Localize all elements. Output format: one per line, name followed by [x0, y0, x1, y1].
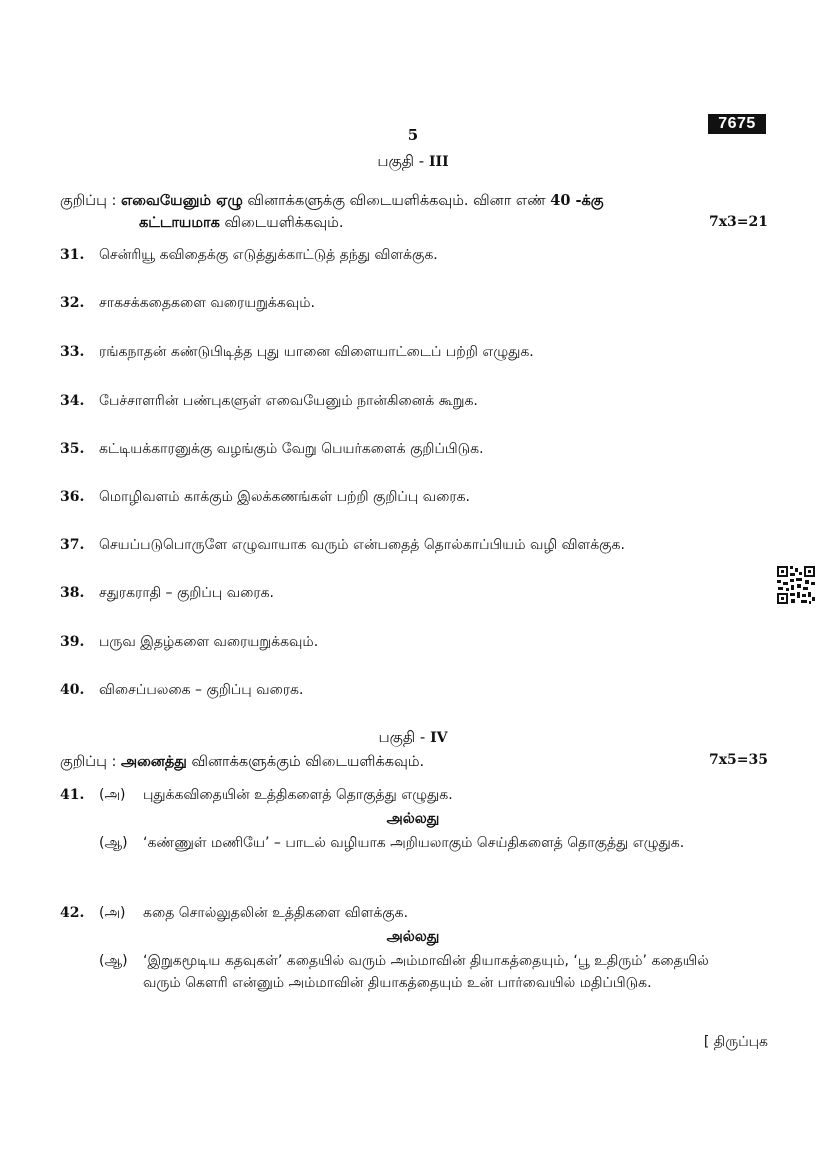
turn-over-note: [ திருப்புக: [703, 1034, 768, 1050]
question-number: 36.: [60, 489, 85, 505]
question-number: 34.: [60, 393, 85, 409]
part-3-note-line2: [60, 212, 768, 234]
or-divider: அல்லது: [386, 811, 440, 827]
note-label: குறிப்பு :: [60, 754, 121, 770]
option-text: கதை சொல்லுதலின் உத்திகளை விளக்குக.: [143, 905, 409, 921]
question-number: 42.: [60, 905, 85, 921]
question-number: 37.: [60, 537, 85, 553]
qr-code-icon: [776, 565, 816, 605]
question-text: மொழிவளம் காக்கும் இலக்கணங்கள் பற்றி குறிப்பு வரைக.: [99, 489, 470, 505]
option-label: (ஆ): [99, 953, 128, 969]
note-bold: அனைத்து: [120, 754, 187, 770]
part-3-note-line1: [60, 190, 768, 212]
question-number: 32.: [60, 295, 85, 311]
question-text: செயப்படுபொருளே எழுவாயாக வரும் என்பதைத் தொல்காப்பியம் வழி விளக்குக.: [99, 537, 625, 553]
note-bold-2: 40 -க்கு: [550, 192, 604, 209]
paper-code-badge: 7675: [708, 114, 766, 134]
question-41: [60, 784, 768, 884]
note-text: வினாக்களுக்கும் விடையளிக்கவும்.: [186, 754, 425, 770]
page-number: 5: [407, 126, 419, 144]
note-label: குறிப்பு :: [60, 193, 121, 209]
question-text: சாகசக்கதைகளை வரையறுக்கவும்.: [99, 295, 315, 311]
part-3-title: [0, 152, 826, 172]
part-4-title: [0, 728, 826, 748]
part-3-title-prefix: பகுதி -: [377, 152, 429, 170]
part-4-title-roman: IV: [430, 730, 448, 746]
question-number: 33.: [60, 344, 85, 360]
part-4-note: [60, 751, 768, 773]
question-number: 40.: [60, 682, 85, 698]
or-divider: அல்லது: [386, 929, 440, 945]
part-4-marks: 7x5=35: [708, 752, 768, 768]
part-3-title-roman: III: [429, 154, 449, 170]
question-41-a: [99, 784, 728, 806]
question-42-a: [99, 902, 728, 924]
question-text: பேச்சாளரின் பண்புகளுள் எவையேனும் நான்கினைக் கூறுக.: [99, 393, 478, 409]
option-label: (அ): [99, 787, 126, 803]
part-4-title-prefix: பகுதி -: [378, 728, 431, 746]
question-number: 41.: [60, 787, 85, 803]
question-42: [60, 902, 768, 1022]
option-text: ‘கண்ணுள் மணியே’ – பாடல் வழியாக அறியலாகும் செய்திகளைத் தொகுத்து எழுதுக.: [143, 835, 685, 851]
note-text-2: விடையளிக்கவும்.: [219, 215, 344, 231]
option-text: புதுக்கவிதையின் உத்திகளைத் தொகுத்து எழுதுக.: [143, 787, 453, 803]
question-text: கட்டியக்காரனுக்கு வழங்கும் வேறு பெயர்களைக் குறிப்பிடுக.: [99, 441, 484, 457]
question-text: சென்ரியூ கவிதைக்கு எடுத்துக்காட்டுத் தந்து விளக்குக.: [99, 247, 438, 263]
question-number: 39.: [60, 634, 85, 650]
part-3-note: [60, 190, 768, 234]
note-bold-1: எவையேனும் ஏழு: [120, 193, 243, 209]
question-text: பருவ இதழ்களை வரையறுக்கவும்.: [99, 634, 319, 650]
part-3-marks: 7x3=21: [708, 214, 768, 230]
question-41-b: [99, 832, 728, 854]
option-label: (ஆ): [99, 835, 128, 851]
option-label: (அ): [99, 905, 126, 921]
question-text: ரங்கநாதன் கண்டுபிடித்த புது யானை விளையாட்டைப் பற்றி எழுதுக.: [99, 344, 534, 360]
question-number: 31.: [60, 247, 85, 263]
question-text: விசைப்பலகை – குறிப்பு வரைக.: [99, 682, 304, 698]
note-bold-3: கட்டாயமாக: [139, 215, 220, 231]
question-number: 38.: [60, 585, 85, 601]
question-42-b: [99, 950, 728, 994]
note-text-1: வினாக்களுக்கு விடையளிக்கவும். வினா எண்: [242, 193, 551, 209]
question-number: 35.: [60, 441, 85, 457]
option-text: ‘இறுகமூடிய கதவுகள்’ கதையில் வரும் அம்மாவின் தியாகத்தையும், ‘பூ உதிரும்’ கதையில் வரும் கௌரி என்னும் அம்மாவின் தியாகத்தையும் உன் பார்வையில் மதிப்பிடுக.: [143, 953, 709, 991]
question-text: சதுரகராதி – குறிப்பு வரைக.: [99, 585, 274, 601]
